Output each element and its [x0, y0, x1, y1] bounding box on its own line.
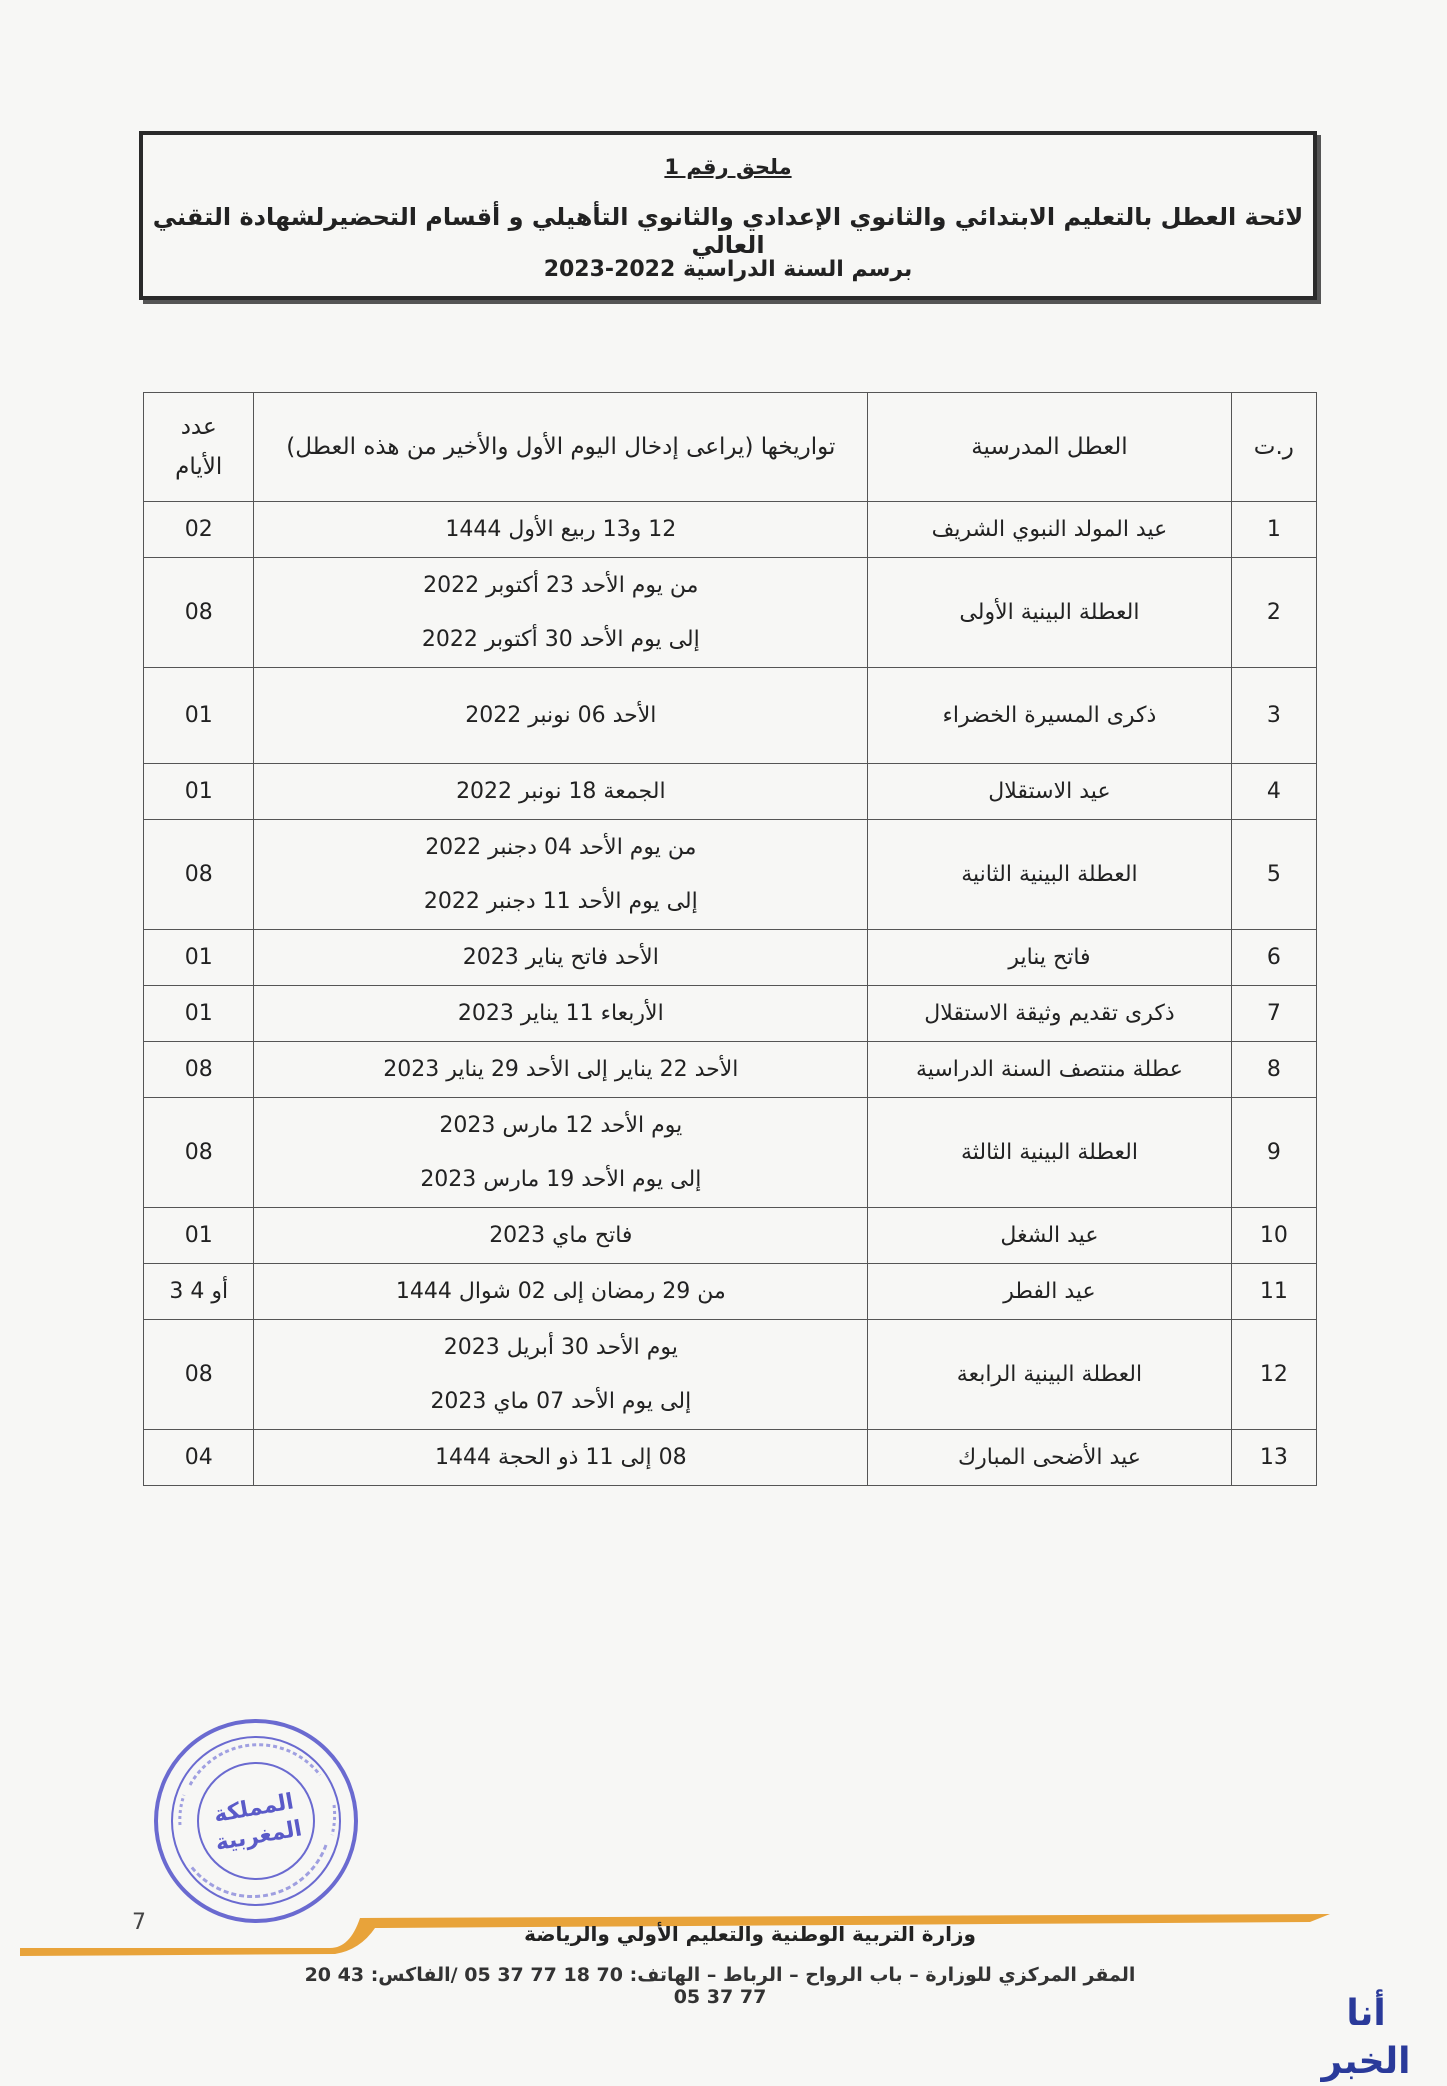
document-title: لائحة العطل بالتعليم الابتدائي والثانوي الإعدادي والثانوي التأهيلي و أقسام التحضيرلشهادة التقني العالي — [152, 203, 1304, 259]
header-days — [144, 393, 254, 502]
document-subtitle: برسم السنة الدراسية 2022-2023 — [543, 257, 913, 282]
date-line: يوم الأحد 12 مارس 2023 — [439, 1112, 683, 1138]
table-row — [144, 1042, 1317, 1098]
ministry-name: وزارة التربية الوطنية والتعليم الأولي والرياضة — [524, 1922, 976, 1946]
date-line: فاتح ماي 2023 — [489, 1223, 633, 1248]
date-line: من يوم الأحد 04 دجنبر 2022 — [425, 834, 697, 860]
day-count: 01 — [144, 668, 254, 764]
holiday-name: فاتح يناير — [868, 930, 1231, 986]
holiday-dates — [254, 502, 868, 558]
holiday-name: عيد الأضحى المبارك — [868, 1430, 1231, 1486]
day-count: 01 — [144, 986, 254, 1042]
holiday-dates — [254, 1208, 868, 1264]
holiday-dates — [254, 764, 868, 820]
page-number: 7 — [132, 1910, 146, 1935]
row-number: 7 — [1231, 986, 1316, 1042]
date-line: الأحد 22 يناير إلى الأحد 29 يناير 2023 — [383, 1057, 739, 1082]
row-number: 10 — [1231, 1208, 1316, 1264]
holiday-dates — [254, 930, 868, 986]
date-line: 08 إلى 11 ذو الحجة 1444 — [435, 1445, 687, 1470]
table-row — [144, 558, 1317, 668]
table-row — [144, 764, 1317, 820]
date-line: الأحد فاتح يناير 2023 — [462, 945, 659, 970]
row-number: 4 — [1231, 764, 1316, 820]
holiday-dates — [254, 1320, 868, 1430]
row-number: 3 — [1231, 668, 1316, 764]
holiday-name: العطلة البينية الأولى — [868, 558, 1231, 668]
row-number: 12 — [1231, 1320, 1316, 1430]
date-line: من 29 رمضان إلى 02 شوال 1444 — [395, 1279, 726, 1304]
table-row — [144, 986, 1317, 1042]
table-body — [144, 502, 1317, 1486]
date-line: الأربعاء 11 يناير 2023 — [457, 1001, 664, 1026]
table-row — [144, 1264, 1317, 1320]
holiday-dates — [254, 1042, 868, 1098]
table-row — [144, 502, 1317, 558]
table-row — [144, 820, 1317, 930]
table-row — [144, 1430, 1317, 1486]
table-row — [144, 930, 1317, 986]
day-count: 01 — [144, 930, 254, 986]
day-count: 08 — [144, 820, 254, 930]
holiday-name: ذكرى تقديم وثيقة الاستقلال — [868, 986, 1231, 1042]
holiday-dates — [254, 986, 868, 1042]
holiday-name: عطلة منتصف السنة الدراسية — [868, 1042, 1231, 1098]
holiday-name: العطلة البينية الثانية — [868, 820, 1231, 930]
date-line: إلى يوم الأحد 11 دجنبر 2022 — [423, 888, 698, 914]
table-row — [144, 1208, 1317, 1264]
seal-text-line1: المملكة — [212, 1789, 296, 1828]
holiday-dates — [254, 1264, 868, 1320]
holiday-name: عيد الفطر — [868, 1264, 1231, 1320]
date-line: يوم الأحد 30 أبريل 2023 — [443, 1334, 678, 1360]
holiday-dates — [254, 668, 868, 764]
day-count: 01 — [144, 764, 254, 820]
day-count: 3 أو 4 — [144, 1264, 254, 1320]
row-number: 6 — [1231, 930, 1316, 986]
holiday-name: ذكرى المسيرة الخضراء — [868, 668, 1231, 764]
date-line: إلى يوم الأحد 30 أكتوبر 2022 — [421, 626, 700, 652]
holiday-dates — [254, 558, 868, 668]
date-line: الجمعة 18 نونبر 2022 — [456, 779, 666, 804]
row-number: 5 — [1231, 820, 1316, 930]
date-line: من يوم الأحد 23 أكتوبر 2022 — [423, 572, 699, 598]
day-count: 08 — [144, 1098, 254, 1208]
ministry-address: المقر المركزي للوزارة – باب الرواح – الرباط – الهاتف: 70 18 77 37 05 /الفاكس: 43 20 77 37 05 — [304, 1964, 1136, 2008]
date-line: إلى يوم الأحد 07 ماي 2023 — [430, 1388, 692, 1414]
day-count: 02 — [144, 502, 254, 558]
day-count: 01 — [144, 1208, 254, 1264]
header-box — [139, 131, 1317, 300]
official-seal — [150, 1715, 362, 1927]
header-days-line1: عدد — [180, 414, 217, 440]
holiday-dates — [254, 820, 868, 930]
holiday-name: عيد الاستقلال — [868, 764, 1231, 820]
table-row — [144, 1320, 1317, 1430]
row-number: 1 — [1231, 502, 1316, 558]
holiday-dates — [254, 1098, 868, 1208]
row-number: 2 — [1231, 558, 1316, 668]
header-dates: تواريخها (يراعى إدخال اليوم الأول والأخير من هذه العطل) — [254, 393, 868, 502]
holiday-name: عيد الشغل — [868, 1208, 1231, 1264]
row-number: 9 — [1231, 1098, 1316, 1208]
row-number: 11 — [1231, 1264, 1316, 1320]
table-row — [144, 1098, 1317, 1208]
date-line: الأحد 06 نونبر 2022 — [465, 703, 657, 728]
holiday-name: عيد المولد النبوي الشريف — [868, 502, 1231, 558]
holiday-name: العطلة البينية الثالثة — [868, 1098, 1231, 1208]
day-count: 04 — [144, 1430, 254, 1486]
header-name: العطل المدرسية — [868, 393, 1231, 502]
holidays-table — [143, 392, 1317, 1486]
day-count: 08 — [144, 1042, 254, 1098]
holiday-name: العطلة البينية الرابعة — [868, 1320, 1231, 1430]
row-number: 13 — [1231, 1430, 1316, 1486]
day-count: 08 — [144, 558, 254, 668]
row-number: 8 — [1231, 1042, 1316, 1098]
holiday-dates — [254, 1430, 868, 1486]
table-header-row — [144, 393, 1317, 502]
day-count: 08 — [144, 1320, 254, 1430]
site-logo: أنا الخبر — [1321, 1993, 1411, 2082]
date-line: إلى يوم الأحد 19 مارس 2023 — [420, 1166, 702, 1192]
date-line: 12 و13 ربيع الأول 1444 — [445, 517, 677, 542]
annex-label: ملحق رقم 1 — [664, 155, 792, 179]
header-num: ر.ت — [1231, 393, 1316, 502]
seal-text-line2: المغربية — [213, 1816, 304, 1857]
table-row — [144, 668, 1317, 764]
header-days-line2: الأيام — [175, 454, 223, 480]
